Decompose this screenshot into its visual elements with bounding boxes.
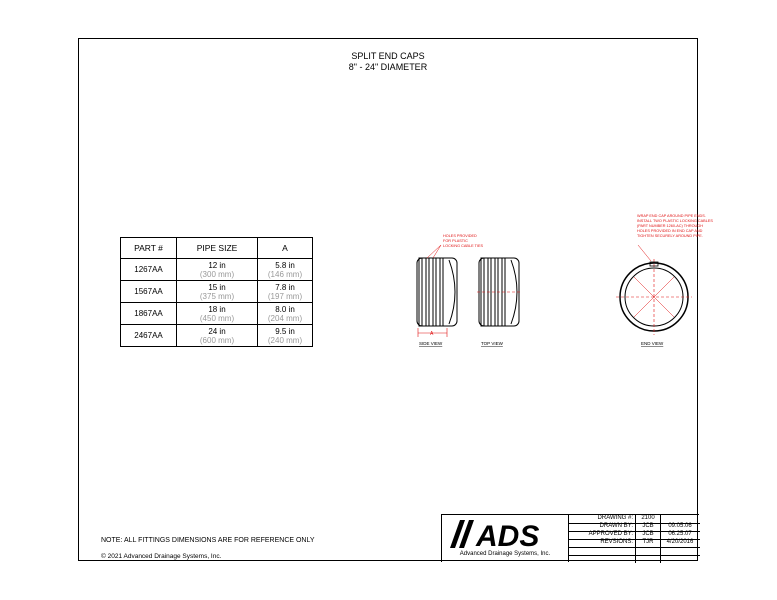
size-mm: (300 mm) (199, 269, 235, 279)
cell-a (258, 325, 313, 347)
ads-logo-mark (448, 518, 558, 553)
size-in: 18 in (208, 304, 226, 314)
ads-logo-text: ADS (476, 520, 540, 553)
tb-row-blank (568, 555, 700, 563)
label-end-view: END VIEW (641, 341, 664, 346)
callout-right-line2: INSTALL TWO PLASTIC LOCKING CABLES (637, 219, 713, 223)
table-header-row (121, 238, 313, 259)
ads-logo (442, 515, 569, 562)
top-view (477, 258, 521, 326)
table-row (121, 303, 313, 325)
callout-right-line1: WRAP END CAP AROUND PIPE ENDS. (637, 214, 706, 218)
ads-logo-caption: Advanced Drainage Systems, Inc. (459, 551, 551, 557)
table-row (121, 325, 313, 347)
tb-row-approved: APPROVED BY: JCB 06.25.07 (568, 531, 700, 540)
cell-a (258, 303, 313, 325)
parts-table (120, 237, 313, 347)
callout-left-line2: FOR PLASTIC (443, 239, 468, 243)
cell-a (258, 281, 313, 303)
cell-size (177, 303, 258, 325)
drawing-subtitle: 8" - 24" DIAMETER (348, 62, 428, 72)
callout-right (637, 214, 713, 261)
title-block (441, 514, 699, 562)
cell-a (258, 259, 313, 281)
cell-part: 1867AA (121, 303, 177, 325)
cell-size (177, 281, 258, 303)
header-pipe-size: PIPE SIZE (177, 238, 258, 259)
a-in: 8.0 in (275, 304, 295, 314)
size-in: 15 in (208, 282, 226, 292)
header-part: PART # (121, 238, 177, 259)
callout-right-line5: TIGHTEN SECURELY AROUND PIPE. (637, 234, 703, 238)
drawing-title: SPLIT END CAPS (351, 51, 425, 61)
a-mm: (197 mm) (267, 291, 303, 301)
copyright: © 2021 Advanced Drainage Systems, Inc. (101, 553, 222, 560)
header-a: A (258, 238, 313, 259)
drawing-sheet (78, 38, 713, 561)
label-top-view: TOP VIEW (481, 341, 503, 346)
size-in: 12 in (208, 260, 226, 270)
side-view (417, 258, 457, 326)
cell-part: 1267AA (121, 259, 177, 281)
size-mm: (375 mm) (199, 291, 235, 301)
a-mm: (146 mm) (267, 269, 303, 279)
callout-left-line3: LOCKING CABLE TIES (443, 244, 484, 248)
cell-size (177, 325, 258, 347)
tb-row-revisions: REVSIONS: TJR 4/20/2016 (568, 539, 700, 548)
tb-row-drawn: DRAWN BY: JCB 09.05.06 (568, 523, 700, 532)
a-in: 7.8 in (275, 282, 295, 292)
tb-row-drawing: DRAWING #: 2100 (568, 515, 700, 524)
end-view (616, 259, 692, 335)
callout-right-line4: HOLES PROVIDED IN END CAP AND (637, 229, 703, 233)
reference-note: NOTE: ALL FITTINGS DIMENSIONS ARE FOR REFERENCE ONLY (101, 537, 315, 544)
dim-a-label: A (430, 331, 434, 337)
table-row (121, 259, 313, 281)
a-in: 5.8 in (275, 260, 295, 270)
callout-right-line3: (PART NUMBER 1260-AC) THROUGH (637, 224, 703, 228)
label-side-view: SIDE VIEW (419, 341, 443, 346)
table-row (121, 281, 313, 303)
dimension-a (418, 328, 447, 337)
callout-left-line1: HOLES PROVIDED (443, 234, 477, 238)
end-cap-drawing (411, 207, 713, 357)
callout-left (427, 234, 483, 258)
size-in: 24 in (208, 326, 226, 336)
cell-part: 2467AA (121, 325, 177, 347)
a-mm: (204 mm) (267, 313, 303, 323)
cell-size (177, 259, 258, 281)
cell-part: 1567AA (121, 281, 177, 303)
size-mm: (600 mm) (199, 335, 235, 345)
a-in: 9.5 in (275, 326, 295, 336)
a-mm: (240 mm) (267, 335, 303, 345)
size-mm: (450 mm) (199, 313, 235, 323)
